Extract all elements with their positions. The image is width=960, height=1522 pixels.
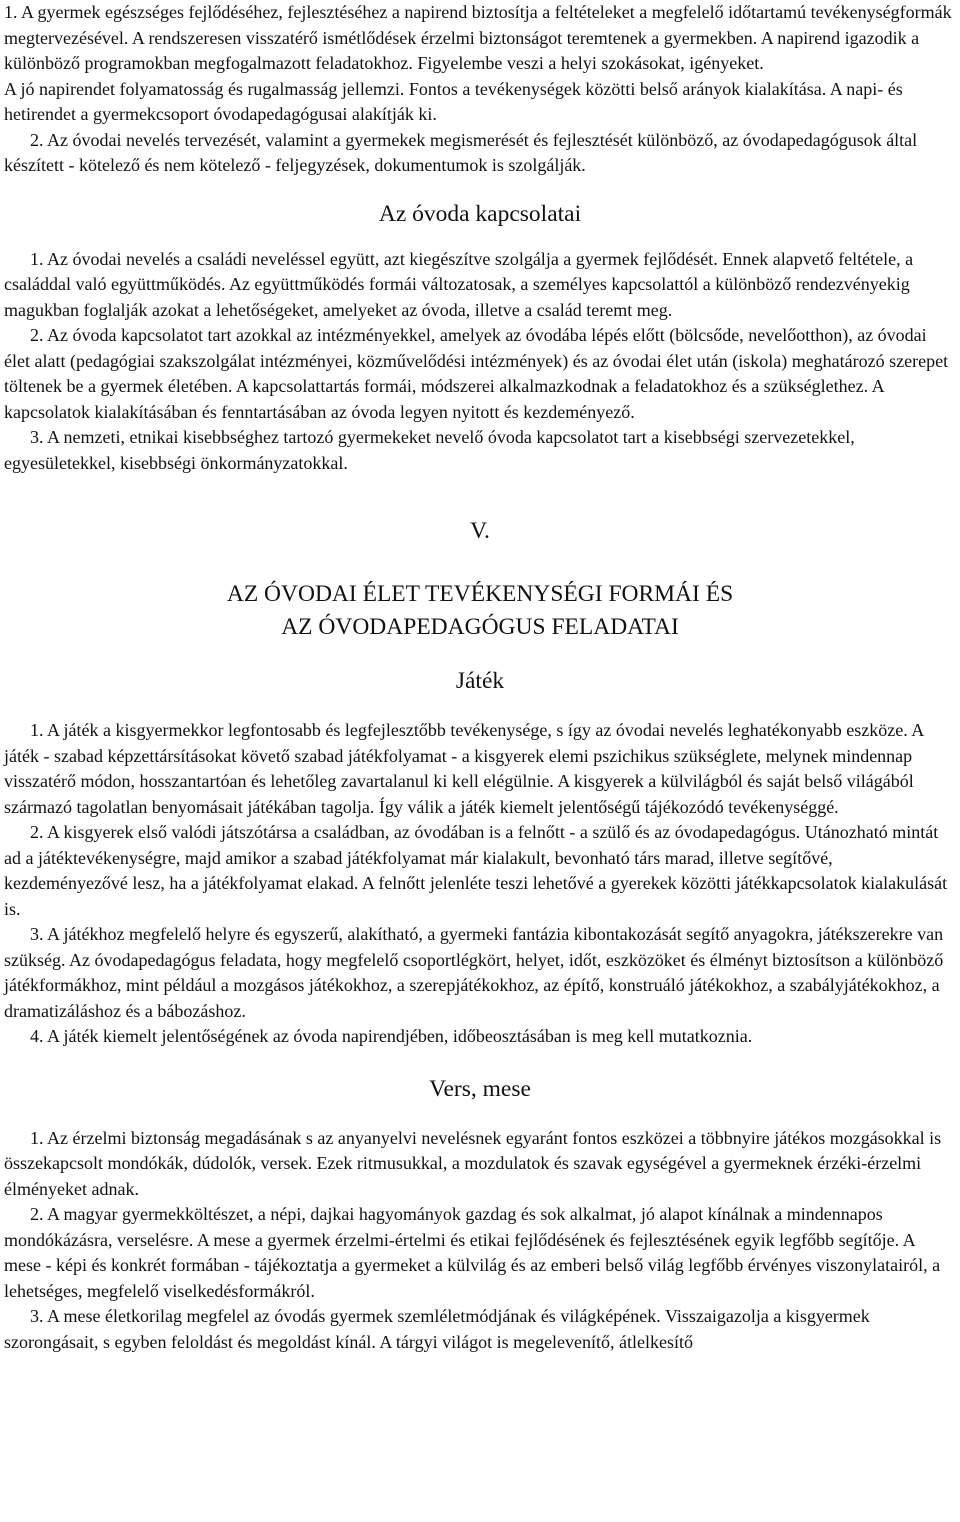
paragraph-vers-2: 2. A magyar gyermekköltészet, a népi, dajkai hagyományok gazdag és sok alkalmat, jó alapot kínálnak a mindennapos mondókázásra, verselésre. A mese a gyermek érzelmi-értelmi és etikai fejlődésének és fejlesztésének egyik legfőbb segítője. A mese - képi és konkrét formában - tájékoztatja a gyermeket a külvilág és az emberi belső világ legfőbb érvényes viszonylatairól, a lehetséges, megfelelő viselkedésformákról.	[4, 1204, 941, 1301]
paragraph-kapcsolatai-1: 1. Az óvodai nevelés a családi neveléssel együtt, azt kiegészítve szolgálja a gyermek fejlődését. Ennek alapvető feltétele, a családdal való együttműködés. Az együttműködés formái változatosak, a személyes kapcsolattól a különböző rendezvényekig magukban foglalják azokat a lehetőségeket, amelyeket az óvoda, illetve a család teremt meg.	[4, 248, 914, 320]
heading-vers-mese: Vers, mese	[429, 1075, 531, 1102]
paragraph-vers-3: 3. A mese életkorilag megfelel az óvodás gyermek szemléletmódjának és világképének. Visszaigazolja a kisgyermek szorongásait, s egyben feloldást és megoldást kínál. A tárgyi világot is megelevenítő, átlelkesítő	[4, 1306, 870, 1352]
paragraph-jatek-1: 1. A játék a kisgyermekkor legfontosabb és legfejlesztőbb tevékenysége, s így az óvodai nevelés leghatékonyabb eszköze. A játék - szabad képzettársításokat követő szabad játékfolyamat - a kisgyerek elemi pszichikus szükséglete, melynek mindennap visszatérő módon, hosszantartóan és lehetőleg zavartalanul ki kell elégülnie. A kisgyerek a külvilágból és saját belső világából származó tagolatlan benyomásait játékában tagolja. Így válik a játék kiemelt jelentőségű tájékozódó tevékenységgé.	[4, 720, 924, 817]
paragraph-jatek-3: 3. A játékhoz megfelelő helyre és egyszerű, alakítható, a gyermeki fantázia kibontakozását segítő anyagokra, játékszerekre van szükség. Az óvodapedagógus feladata, hogy megfelelő csoportlégkört, helyet, időt, eszközöket és élményt biztosítson a különböző játékformákhoz, mint például a mozgásos játékokhoz, a szerepjátékokhoz, az építő, konstruáló játékokhoz, a szabályjátékokhoz, a dramatizáláshoz és a bábozáshoz.	[4, 924, 944, 1021]
paragraph-napirend-2: A jó napirendet folyamatosság és rugalmasság jellemzi. Fontos a tevékenységek közötti belső arányok kialakítása. A napi- és hetirendet a gyermekcsoport óvodapedagógusai alakítják ki.	[4, 78, 903, 124]
heading-ovoda-kapcsolatai: Az óvoda kapcsolatai	[378, 200, 582, 227]
chapter-title-line-2: AZ ÓVODAPEDAGÓGUS FELADATAI	[281, 614, 679, 640]
paragraph-vers-1: 1. Az érzelmi biztonság megadásának s az anyanyelvi nevelésnek egyaránt fontos eszközei a többnyire játékos mozgásokkal is összekapcsolt mondókák, dúdolók, versek. Ezek ritmusukkal, a mozdulatok és szavak egységével a gyermeknek érzéki-érzelmi élményeket adnak.	[4, 1127, 942, 1199]
chapter-number: V.	[470, 518, 490, 544]
paragraph-jatek-2: 2. A kisgyerek első valódi játszótársa a családban, az óvodában is a felnőtt - a szülő és az óvodapedagógus. Utánozható mintát ad a játéktevékenységre, majd amikor a szabad játékfolyamat már kialakult, bevonható társ marad, illetve segítővé, kezdeményezővé lesz, ha a játékfolyamat elakad. A felnőtt jelenléte teszi lehetővé a gyerekek közötti játékkapcsolatok kialakulását is.	[4, 822, 948, 919]
paragraph-napirend-1: 1. A gyermek egészséges fejlődéséhez, fejlesztéséhez a napirend biztosítja a feltételeket a megfelelő időtartamú tevékenységformák megtervezésével. A rendszeresen visszatérő ismétlődések érzelmi biztonságot teremtenek a gyermekben. A napirend igazodik a különböző programokban megfogalmazott feladatokhoz. Figyelembe veszi a helyi szokásokat, igényeket.	[4, 2, 952, 73]
document-page	[4, 0, 956, 1355]
paragraph-jatek-4: 4. A játék kiemelt jelentőségének az óvoda napirendjében, időbeosztásában is meg kell mutatkoznia.	[30, 1026, 753, 1046]
paragraph-tervezes: 2. Az óvodai nevelés tervezését, valamint a gyermekek megismerését és fejlesztését különböző, az óvodapedagógusok által készített - kötelező és nem kötelező - feljegyzések, dokumentumok is szolgálják.	[4, 129, 918, 175]
chapter-title	[4, 578, 956, 644]
paragraph-kapcsolatai-3: 3. A nemzeti, etnikai kisebbséghez tartozó gyermekeket nevelő óvoda kapcsolatot tart a kisebbségi szervezetekkel, egyesületekkel, kisebbségi önkormányzatokkal.	[4, 427, 855, 473]
paragraph-kapcsolatai-2: 2. Az óvoda kapcsolatot tart azokkal az intézményekkel, amelyek az óvodába lépés előtt (bölcsőde, nevelőotthon), az óvodai élet alatt (pedagógiai szakszolgálat intézményei, közművelődési intézmények) és az óvodai élet után (iskola) meghatározó szerepet töltenek be a gyermek életében. A kapcsolattartás formái, módszerei alkalmazkodnak a feladatokhoz és a szükséglethez. A kapcsolatok kialakításában és fenntartásában az óvoda legyen nyitott és kezdeményező.	[4, 325, 949, 422]
chapter-title-line-1: AZ ÓVODAI ÉLET TEVÉKENYSÉGI FORMÁI ÉS	[226, 581, 734, 607]
heading-jatek: Játék	[455, 668, 505, 694]
